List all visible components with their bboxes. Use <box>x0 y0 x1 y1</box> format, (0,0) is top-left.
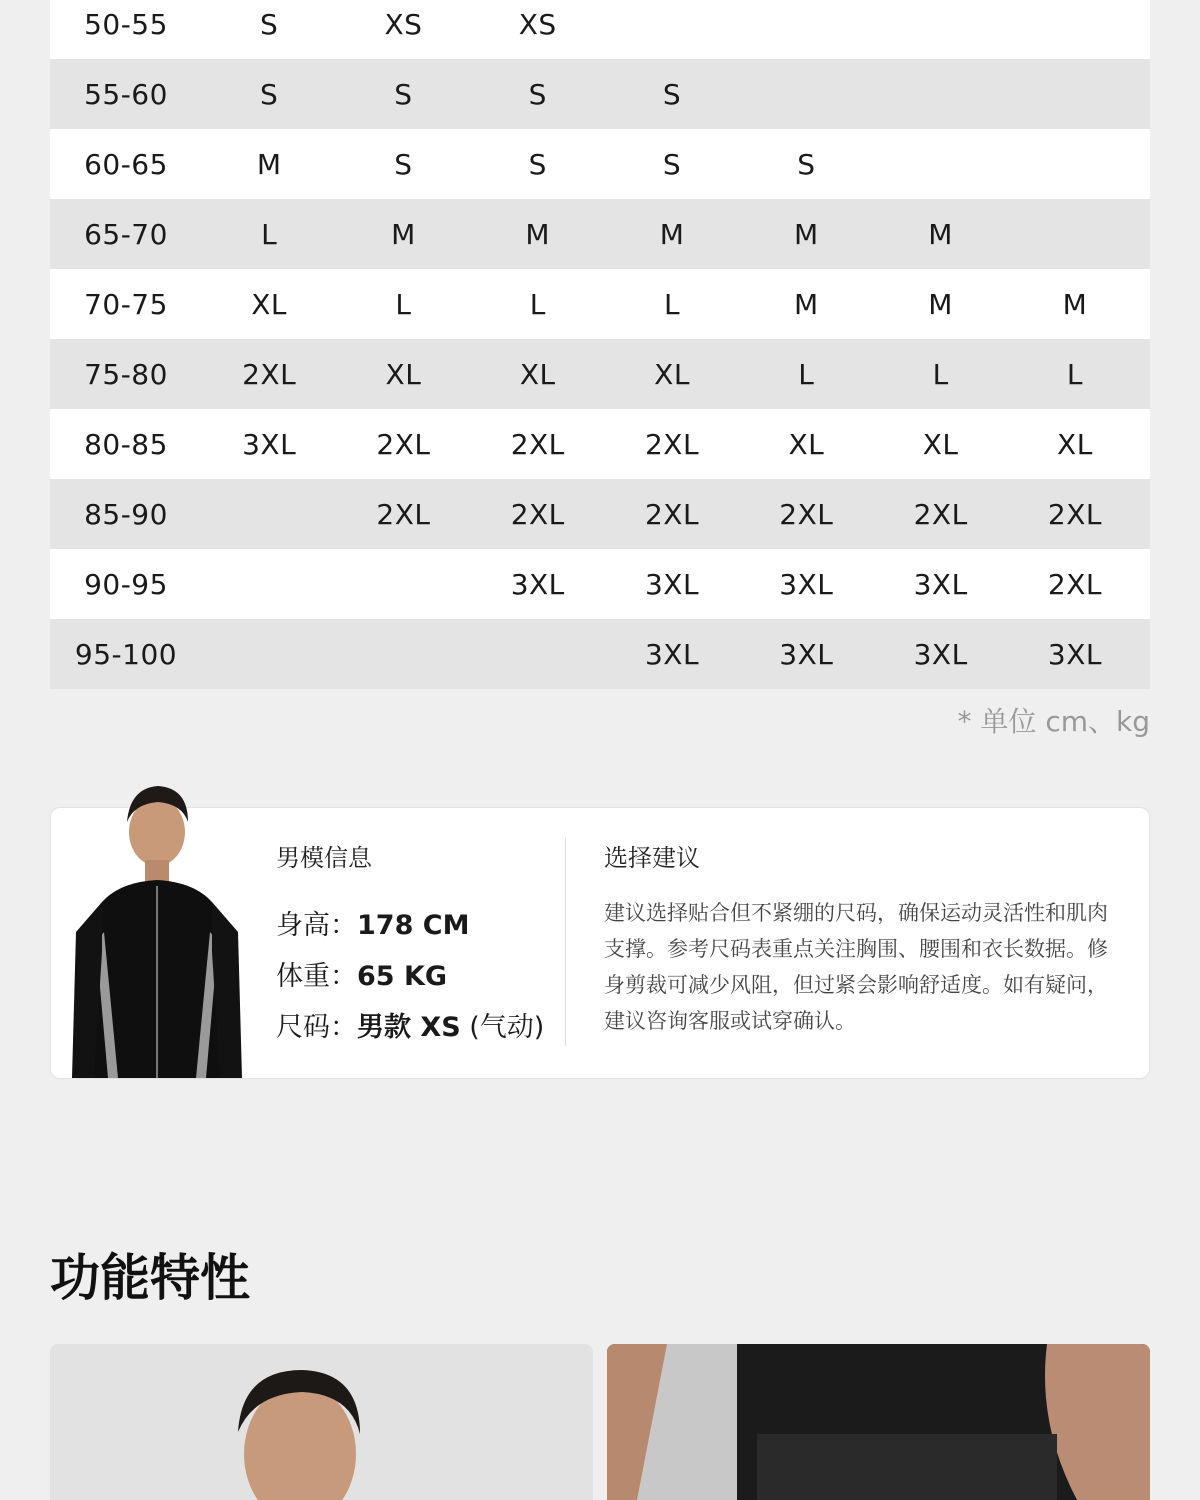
table-row <box>50 479 1150 549</box>
size-cell: M <box>256 147 282 181</box>
model-photo <box>72 782 242 1078</box>
size-cell: 3XL <box>779 567 834 601</box>
size-cell: S <box>797 147 816 181</box>
size-cell: S <box>662 147 682 181</box>
size-cell: S <box>260 77 279 111</box>
weight-range-cell: 60-65 <box>84 147 168 181</box>
weight-range-cell: 85-90 <box>84 497 168 531</box>
size-cell: S <box>260 7 279 41</box>
table-row <box>50 0 1150 59</box>
weight-range-cell: 90-95 <box>84 567 168 601</box>
size-cell: L <box>529 287 546 321</box>
advice-body: 建议选择贴合但不紧绷的尺码，确保运动灵活性和肌肉支撑。参考尺码表重点关注胸围、腰围和衣长数据。修身剪裁可减少风阻，但过紧会影响舒适度。如有疑问，建议咨询客服或试穿确认。 <box>604 901 1108 1033</box>
size-cell: 3XL <box>644 567 700 601</box>
size-cell: 3XL <box>644 637 700 671</box>
size-cell: L <box>663 287 681 321</box>
model-portrait-icon <box>50 1344 593 1500</box>
unit-note: * 单位 cm、kg <box>957 705 1150 738</box>
size-cell: M <box>391 217 416 251</box>
size-cell: 2XL <box>376 497 431 531</box>
weight-range-cell: 95-100 <box>74 637 178 671</box>
height-value: 178 CM <box>357 910 470 941</box>
size-cell: S <box>528 77 547 111</box>
size-cell: L <box>261 217 278 251</box>
weight-range-cell: 55-60 <box>84 77 168 111</box>
size-cell: XL <box>788 427 825 461</box>
table-row <box>50 59 1150 129</box>
size-cell: M <box>928 217 953 251</box>
model-info <box>276 838 546 1056</box>
feature-image-model <box>50 1344 593 1500</box>
size-cell: 2XL <box>913 497 968 531</box>
weight-range-cell: 65-70 <box>84 217 168 251</box>
size-cell: 2XL <box>510 497 565 531</box>
size-cell: L <box>798 357 815 391</box>
table-row <box>50 129 1150 199</box>
size-cell: M <box>525 217 551 251</box>
size-label: 尺码： <box>276 1012 357 1043</box>
size-cell: 2XL <box>376 427 431 461</box>
size-cell: 3XL <box>779 637 834 671</box>
size-suffix: (气动) <box>460 1012 545 1043</box>
weight-value: 65 KG <box>357 961 448 992</box>
size-cell: XS <box>518 7 557 41</box>
model-size <box>276 1005 546 1044</box>
weight-range-cell: 80-85 <box>84 427 168 461</box>
size-cell: M <box>794 217 819 251</box>
advice-title: 选择建议 <box>604 844 700 872</box>
table-row <box>50 409 1150 479</box>
size-cell: 2XL <box>644 427 700 461</box>
fabric-detail-icon <box>607 1344 1150 1500</box>
size-cell: S <box>394 77 413 111</box>
model-weight <box>276 954 546 993</box>
weight-range-cell: 70-75 <box>84 287 168 321</box>
weight-range-cell: 75-80 <box>84 357 168 391</box>
size-cell: 3XL <box>913 567 968 601</box>
height-label: 身高： <box>276 910 357 941</box>
size-cell: 3XL <box>242 427 297 461</box>
size-cell: M <box>659 217 685 251</box>
table-row <box>50 339 1150 409</box>
model-figure-icon <box>72 782 242 1078</box>
size-cell: S <box>394 147 413 181</box>
features-title: 功能特性 <box>50 1249 250 1307</box>
table-row <box>50 619 1150 689</box>
size-cell: XS <box>384 7 423 41</box>
size-cell: XL <box>1057 427 1093 461</box>
feature-image-fabric <box>607 1344 1150 1500</box>
weight-range-cell: 50-55 <box>84 7 168 41</box>
size-advice <box>604 838 1114 1039</box>
size-cell: 2XL <box>1047 567 1102 601</box>
size-table <box>50 0 1150 689</box>
model-height <box>276 903 546 942</box>
size-cell: XL <box>654 357 690 391</box>
size-cell: XL <box>251 287 288 321</box>
size-cell: 2XL <box>644 497 700 531</box>
size-cell: S <box>662 77 682 111</box>
card-divider <box>565 838 566 1046</box>
size-cell: XL <box>385 357 422 391</box>
model-info-title: 男模信息 <box>276 844 372 872</box>
table-row <box>50 549 1150 619</box>
size-value: 男款 XS <box>357 1012 461 1043</box>
table-row <box>50 269 1150 339</box>
size-cell: 2XL <box>1047 497 1102 531</box>
size-cell: M <box>1062 287 1088 321</box>
size-cell: 3XL <box>510 567 565 601</box>
weight-label: 体重： <box>276 961 357 992</box>
size-cell: M <box>794 287 819 321</box>
size-cell: 3XL <box>1047 637 1102 671</box>
size-cell: L <box>395 287 412 321</box>
size-cell: XL <box>519 357 556 391</box>
table-row <box>50 199 1150 269</box>
size-cell: 2XL <box>510 427 565 461</box>
size-cell: S <box>528 147 547 181</box>
size-cell: XL <box>922 427 959 461</box>
size-cell: 2XL <box>242 357 297 391</box>
size-cell: M <box>928 287 953 321</box>
size-cell: 3XL <box>913 637 968 671</box>
size-cell: L <box>1066 357 1083 391</box>
size-cell: 2XL <box>779 497 834 531</box>
size-cell: L <box>932 357 949 391</box>
